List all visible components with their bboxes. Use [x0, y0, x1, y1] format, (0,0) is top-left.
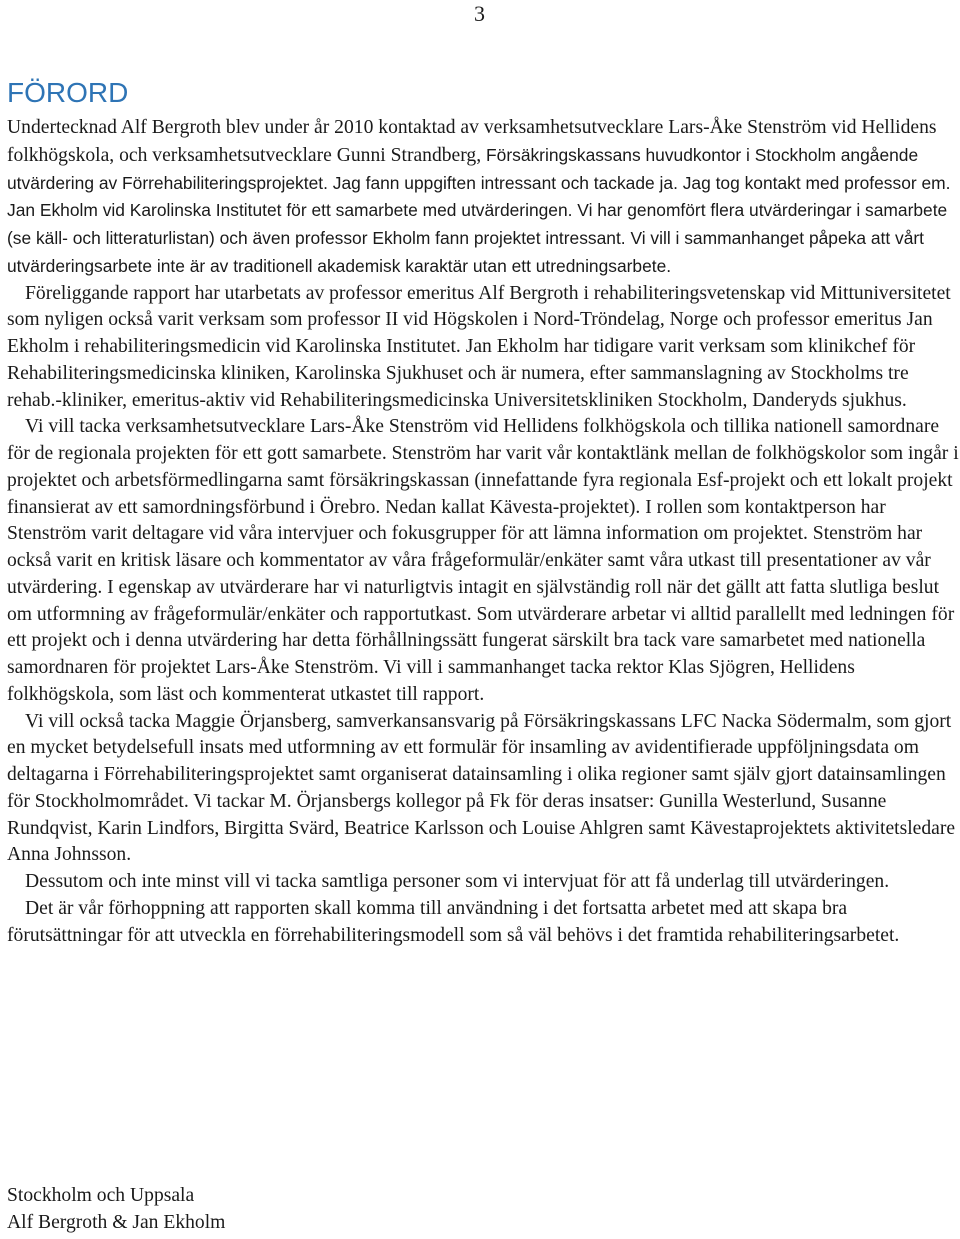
paragraph-thanks-interviewees: Dessutom och inte minst vill vi tacka samtliga personer som vi intervjuat för att få underlag till utvärderingen.: [25, 871, 890, 892]
paragraph-thanks-stenstrom: Vi vill tacka verksamhetsutvecklare Lars-Åke Stenström vid Hellidens folkhögskola och tillika nationell samordnare för de regionala projekten för ett gott samarbete. Stenström har varit vår kontaktlänk mellan de folkhögskolor som ingår i projektet och arbetsförmedlingarna samt försäkringskassan (innefattande fyra regionala Esf-projekt och ett lokalt projekt finansierat av ett samordningsförbund i Örebro. Nedan kallat Kävesta-projektet). I rollen som kontaktperson har Stenström varit deltagare vid våra intervjuer och fokusgrupper för att lämna information om projektet. Stenström har också varit en kritisk läsare och kommentator av våra frågeformulär/enkäter samt våra utkast till presentationer av vår utvärdering. I egenskap av utvärderare har vi naturligtvis intagit en självständig roll när det gällt att fatta slutliga beslut om utformning av frågeformulär/enkäter och rapportutkast. Som utvärderare arbetar vi alltid parallellt med ledningen för ett projekt och i denna utvärdering har detta förhållningssätt fungerat särskilt bra tack vare samarbetet med nationella samordnaren för projektet Lars-Åke Stenström. Vi vill i sammanhanget tacka rektor Klas Sjögren, Hellidens folkhögskola, som läst och kommenterat utkastet till rapport.: [7, 416, 959, 705]
paragraph-thanks-orjansberg: Vi vill också tacka Maggie Örjansberg, samverkansansvarig på Försäkringskassans LFC Nacka Södermalm, som gjort en mycket betydelsefull insats med utformning av ett formulär för insamling av avidentifierade uppföljningsdata om deltagarna i Förrehabiliteringsprojektet samt organiserat datainsamling i olika regioner samt själv gjort datainsamlingen för Stockholmområdet. Vi tackar M. Örjansbergs kollegor på Fk för deras insatser: Gunilla Westerlund, Susanne Rundqvist, Karin Lindfors, Birgitta Svärd, Beatrice Karlsson och Louise Ahlgren samt Kävestaprojektets aktivitetsledare Anna Johnsson.: [7, 710, 956, 866]
signature-authors: Alf Bergroth & Jan Ekholm: [7, 1212, 226, 1233]
paragraph-intro-serif: Undertecknad Alf Bergroth blev under år 2010 kontaktad av verksamhetsutvecklare Lars-Åke Stenström vid Hellidens folkhögskola, och verksamhetsutvecklare Gunni Strandberg,: [7, 117, 937, 166]
document-body: [7, 115, 959, 949]
paragraph-hope: Det är vår förhoppning att rapporten skall komma till användning i det fortsatta arbetet med att skapa bra förutsättningar för att utveckla en förrehabiliteringsmodell som så väl behövs i det framtida rehabiliteringsarbetet.: [7, 897, 900, 946]
signature-block: [7, 1182, 225, 1236]
signature-place: Stockholm och Uppsala: [7, 1185, 195, 1206]
page-heading: FÖRORD: [7, 77, 129, 108]
page-number: 3: [474, 1, 485, 26]
paragraph-intro-sans: Försäkringskassans huvudkontor i Stockholm angående utvärdering av Förrehabiliteringsprojektet. Jag fann uppgiften intressant och tackade ja. Jag tog kontakt med professor em. Jan Ekholm vid Karolinska Institutet för ett samarbete med utvärderingen. Vi har genomfört flera utvärderingar i samarbete (se käll- och litteraturlistan) och även professor Ekholm fann projektet intressant. Vi vill i sammanhanget påpeka att vårt utvärderingsarbete inte är av traditionell akademisk karaktär utan ett utredningsarbete.: [7, 144, 951, 276]
paragraph-intro: [7, 115, 959, 281]
paragraph-authors: Föreliggande rapport har utarbetats av professor emeritus Alf Bergroth i rehabiliteringsvetenskap vid Mittuniversitetet som nyligen också varit verksam som professor II vid Högskolen i Nord-Tröndelag, Norge och professor emeritus Jan Ekholm i rehabiliteringsmedicin vid Karolinska Institutet. Jan Ekholm har tidigare varit verksam som klinikchef för Rehabiliteringsmedicinska kliniken, Karolinska Sjukhuset och är numera, efter sammanslagning av Stockholms tre rehab.-kliniker, emeritus-aktiv vid Rehabiliteringsmedicinska Universitetskliniken Stockholm, Danderyds sjukhus.: [7, 282, 951, 411]
